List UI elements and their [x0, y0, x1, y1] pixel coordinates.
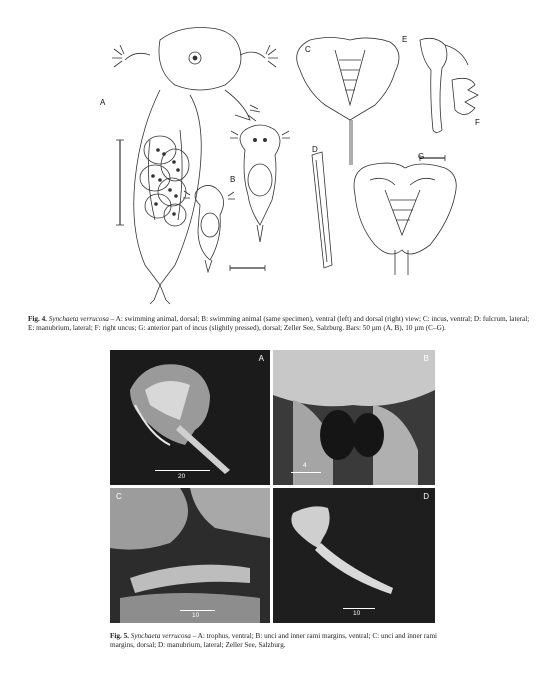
- sem-panel-b: [273, 350, 435, 485]
- sem-panel-a-scale: 20: [178, 473, 186, 480]
- sem-panel-b-scale-bar: [291, 472, 321, 473]
- sem-panel-d-label: D: [423, 492, 429, 501]
- sem-panel-d: [273, 488, 435, 623]
- figure-4-drawings: [50, 10, 510, 310]
- sem-panel-d-scale: 10: [353, 610, 361, 617]
- drawing-g-incus-anterior: [354, 163, 456, 275]
- sem-panel-a: [110, 350, 270, 485]
- panel-label-d: D: [312, 145, 318, 154]
- panel-label-c: C: [305, 45, 311, 54]
- panel-label-e: E: [402, 35, 408, 44]
- figure-4-plate: [50, 10, 510, 310]
- figure-5-caption: [110, 632, 440, 650]
- sem-panel-b-label: B: [423, 354, 429, 363]
- sem-panel-b-scale: 4: [303, 462, 307, 469]
- sem-panel-a-label: A: [258, 354, 264, 363]
- drawing-b-ventral-dorsal: [183, 125, 290, 272]
- figure-4-species: Synchaeta verrucosa: [48, 315, 109, 323]
- panel-label-f: F: [475, 118, 480, 127]
- sem-panel-d-scale-bar: [343, 608, 375, 609]
- drawing-d-fulcrum: [312, 152, 332, 268]
- drawing-e-manubrium: [420, 38, 468, 132]
- figure-4-caption-text: – A: swimming animal, dorsal; B: swimming animal (same specimen), ventral (left) and dorsal (right) view; C: incus, ventral; D: fulcrum, lateral; E: manubrium, lateral; F: right uncus; G: anterior part of incus (slightly pressed), dorsal; Zeller See, Salzburg. Bars: 50 µm (A, B), 10 µm (C–G).: [28, 315, 530, 332]
- panel-label-g: G: [418, 152, 425, 161]
- figure-5-label: Fig. 5.: [110, 632, 129, 640]
- sem-panel-c-scale: 10: [192, 612, 200, 619]
- figure-5-caption-text: – A: trophus, ventral; B: unci and inner rami margins, ventral; C: unci and inner rami margins, dorsal; D: manubrium, lateral; Zeller See, Salzburg.: [110, 632, 438, 649]
- panel-label-b: B: [230, 175, 236, 184]
- drawing-a-swimming-animal: [112, 28, 278, 305]
- drawing-f-uncus: [420, 78, 478, 161]
- figure-5-species: Synchaeta verrucosa: [130, 632, 191, 640]
- sem-panel-c: [110, 488, 270, 623]
- sem-panel-c-scale-bar: [180, 610, 215, 611]
- figure-4-caption: [28, 315, 533, 333]
- sem-panel-a-scale-bar: [155, 470, 210, 471]
- panel-label-a: A: [100, 98, 106, 107]
- figure-4-label: Fig. 4.: [28, 315, 47, 323]
- sem-panel-c-label: C: [116, 492, 122, 501]
